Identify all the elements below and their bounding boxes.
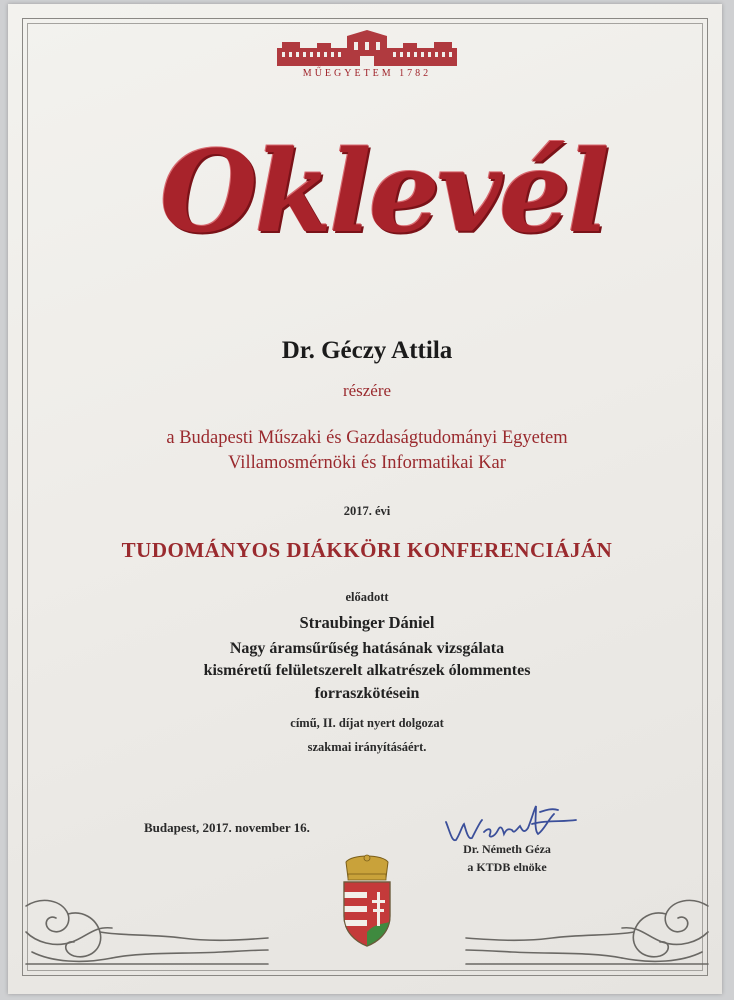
place-and-date: Budapest, 2017. november 16. <box>144 820 310 835</box>
signer-role: a KTDB elnöke <box>467 860 547 874</box>
signer-name: Dr. Németh Géza <box>463 842 551 856</box>
hungarian-coat-of-arms-icon <box>338 852 396 948</box>
diploma-title-text: Oklevél <box>160 127 607 258</box>
work-title-line-3: forraszkötésein <box>314 685 420 702</box>
ornament-left-icon <box>22 892 272 970</box>
prize-text: című, II. díjat nyert dolgozat <box>290 716 444 730</box>
conference-name: TUDOMÁNYOS DIÁKKÖRI KONFERENCIÁJÁN <box>121 538 613 562</box>
for-label: részére <box>342 381 392 400</box>
work-title-line-1: Nagy áramsűrűség hatásának vizsgálata <box>229 640 505 657</box>
event-year: 2017. évi <box>343 504 391 518</box>
student-name: Straubinger Dániel <box>299 613 435 632</box>
university-logo-caption: MŰEGYETEM 1782 <box>302 68 432 79</box>
institution-line-1: a Budapesti Műszaki és Gazdaságtudományi Egyetem <box>166 428 568 448</box>
signer-block <box>447 840 567 876</box>
recipient-name: Dr. Géczy Attila <box>281 337 453 364</box>
guidance-text: szakmai irányításáért. <box>307 740 427 754</box>
presented-label: előadott <box>345 590 389 604</box>
diploma-title <box>160 118 607 268</box>
work-title-line-2: kisméretű felületszerelt alkatrészek ólommentes <box>203 662 531 679</box>
institution-line-2: Villamosmérnöki és Informatikai Kar <box>228 453 506 473</box>
ornament-right-icon <box>462 892 712 970</box>
